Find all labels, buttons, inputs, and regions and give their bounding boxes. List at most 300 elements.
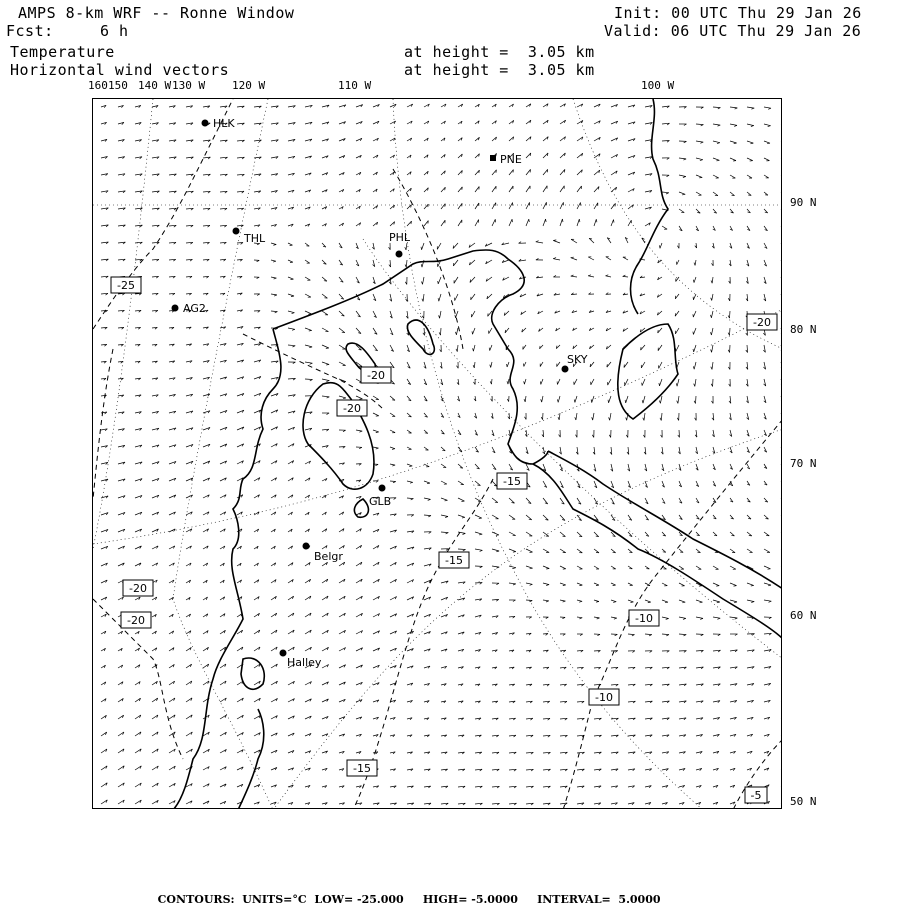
contour-label: -10	[595, 691, 613, 704]
wind-vector-head	[682, 194, 685, 195]
wind-vector	[577, 600, 582, 601]
wind-vector	[679, 583, 685, 586]
valid-time: Valid: 06 UTC Thu 29 Jan 26	[604, 22, 861, 40]
lower-coast	[238, 709, 264, 809]
lon-label-110w: 110 W	[338, 79, 371, 92]
contour-minus10	[563, 419, 782, 809]
wind-vector	[543, 202, 546, 209]
wind-vector-head	[683, 618, 686, 619]
wind-vector	[475, 515, 482, 518]
footer-low: LOW= -25.000	[314, 893, 403, 906]
wind-vector-head	[546, 219, 547, 222]
wind-vector	[764, 124, 771, 126]
wind-vector	[553, 259, 560, 260]
wind-vector	[679, 617, 686, 618]
wind-vector	[781, 666, 782, 668]
wind-vector	[543, 583, 549, 585]
wind-vector	[406, 260, 407, 267]
wind-vector-head	[781, 434, 782, 436]
wind-vector	[560, 566, 566, 569]
ice-rise	[407, 320, 434, 354]
contour-minus20-a	[93, 349, 113, 499]
wind-vector-head	[781, 350, 782, 352]
wind-vector-head	[609, 417, 610, 420]
wind-vector	[305, 328, 312, 330]
wind-vector	[271, 243, 276, 245]
wind-vector	[576, 413, 577, 420]
wind-vector-head	[750, 143, 753, 144]
wind-vector	[475, 549, 482, 550]
wind-vector-head	[557, 399, 558, 402]
wind-vector-head	[579, 219, 580, 222]
graticule	[93, 99, 782, 809]
wind-vector	[679, 634, 686, 635]
wind-vector	[542, 396, 543, 402]
wind-vector	[713, 175, 719, 178]
contour-label: -20	[129, 582, 147, 595]
wind-vector-head	[291, 296, 294, 297]
wind-vector	[730, 158, 736, 161]
wind-vector	[781, 717, 782, 719]
wind-vector-head	[309, 330, 312, 331]
wind-vector-head	[524, 399, 525, 402]
wind-vector-head	[782, 282, 783, 284]
wind-vector-head	[310, 363, 313, 364]
wind-vector-head	[309, 347, 312, 348]
height-temperature: at height = 3.05 km	[404, 43, 595, 61]
wind-vector-head	[781, 384, 782, 386]
wind-vector	[676, 345, 679, 351]
station-marker	[202, 120, 209, 127]
wind-vector	[271, 294, 277, 295]
map-canvas	[93, 99, 782, 809]
wind-vector	[712, 294, 713, 301]
wind-vector	[438, 277, 441, 284]
wind-vector-head	[711, 332, 712, 335]
wind-vector	[781, 633, 782, 634]
wind-vector	[693, 294, 696, 300]
wind-vector-head	[596, 219, 597, 222]
wind-vector	[781, 345, 782, 352]
wind-vector	[593, 413, 594, 420]
wind-vector	[558, 396, 560, 402]
wind-vector	[658, 345, 662, 351]
wind-vector-head	[376, 448, 379, 449]
wind-vector-head	[359, 431, 362, 432]
wind-vector	[677, 260, 679, 265]
wind-vector	[577, 617, 582, 618]
wind-vector	[356, 430, 362, 431]
wind-vector	[492, 379, 493, 384]
wind-vector-head	[422, 282, 423, 285]
wind-vector	[659, 362, 662, 368]
wind-vector	[730, 328, 731, 335]
wind-vector	[781, 192, 782, 195]
wind-vector-head	[613, 552, 616, 553]
wind-vector	[373, 413, 379, 416]
wind-vector-head	[613, 602, 616, 603]
station-marker	[562, 366, 569, 373]
wind-vector-head	[496, 551, 499, 552]
wind-vector	[713, 600, 720, 602]
wind-vector-head	[608, 400, 609, 403]
wind-vector	[781, 532, 782, 536]
wind-vector-head	[660, 245, 661, 248]
wind-vector	[781, 600, 782, 601]
wind-vector	[641, 362, 645, 368]
wind-vector-head	[571, 275, 574, 276]
wind-vector	[492, 498, 498, 503]
wind-vector	[441, 532, 448, 533]
wind-vector	[560, 549, 566, 553]
wind-vector	[288, 243, 293, 245]
wind-vector	[660, 379, 663, 386]
wind-vector	[781, 243, 782, 248]
wind-vector-head	[781, 367, 782, 369]
wind-vector-head	[711, 298, 712, 301]
wind-vector-head	[751, 602, 754, 603]
wind-vector	[441, 328, 442, 335]
wind-vector	[541, 379, 543, 384]
wind-vector	[473, 328, 476, 334]
wind-vector	[695, 379, 696, 386]
wind-vector	[626, 396, 628, 403]
wind-vector	[571, 276, 577, 277]
wind-vector	[594, 566, 599, 569]
contour-label: -5	[751, 789, 762, 802]
parallel-80n	[93, 309, 782, 544]
wind-vector	[781, 464, 782, 468]
wind-vector	[543, 600, 549, 601]
wind-vector-head	[768, 108, 771, 109]
wind-vector	[592, 396, 594, 403]
berkner-island	[303, 383, 374, 490]
wind-vector-head	[489, 348, 490, 351]
wind-vector	[730, 600, 737, 602]
wind-vector	[781, 700, 782, 702]
station-label-thl: THL	[243, 232, 266, 245]
wind-vector	[611, 220, 614, 226]
wind-vector-head	[751, 126, 754, 127]
wind-vector-head	[588, 275, 591, 276]
wind-vector	[288, 277, 294, 279]
wind-vector	[373, 430, 379, 432]
wind-vector-head	[536, 241, 539, 242]
wind-vector	[644, 413, 645, 420]
wind-vector	[390, 447, 395, 449]
wind-vector-head	[631, 602, 634, 603]
wind-vector	[747, 107, 754, 108]
wind-vector	[441, 481, 447, 484]
wind-vector-head	[513, 552, 516, 553]
wind-vector	[492, 186, 496, 192]
wind-vector	[524, 379, 526, 384]
wind-vector	[645, 600, 651, 602]
wind-vector	[781, 158, 782, 160]
wind-vector-head	[480, 550, 483, 551]
wind-vector-head	[530, 568, 533, 569]
wind-vector	[781, 683, 782, 685]
wind-vector	[526, 219, 529, 226]
wind-vector-head	[326, 364, 329, 365]
wind-vector	[764, 107, 771, 108]
wind-vector	[390, 481, 396, 482]
wind-vector-head	[453, 246, 454, 249]
wind-vector	[662, 600, 668, 602]
coast-small-bay	[354, 499, 368, 517]
wind-vector	[305, 311, 311, 314]
wind-vector-head	[571, 257, 574, 258]
halley-coast	[241, 658, 264, 689]
wind-vector	[677, 379, 679, 386]
wind-vector-head	[614, 618, 617, 619]
wind-vector	[543, 566, 549, 569]
wind-vector	[271, 311, 277, 312]
wind-vector	[781, 413, 782, 419]
wind-vector	[662, 226, 667, 229]
wind-vector	[679, 158, 686, 159]
wind-vector	[407, 498, 413, 499]
lon-label-150w: 150	[108, 79, 128, 92]
wind-vector	[509, 549, 516, 552]
wind-vector	[588, 276, 594, 277]
station-labels	[183, 117, 588, 669]
station-label-belgr: Belgr	[314, 550, 343, 563]
wind-vector	[475, 532, 482, 534]
wind-vector	[475, 187, 479, 193]
wind-vector	[694, 277, 696, 283]
wind-vector	[305, 294, 311, 297]
wind-vector	[747, 549, 753, 553]
wind-vector	[781, 175, 782, 178]
wind-vector	[456, 328, 458, 335]
wind-vector-head	[442, 450, 445, 451]
wind-vector	[781, 277, 782, 284]
wind-vector	[492, 549, 499, 551]
wind-vector-head	[292, 313, 295, 314]
wind-vector	[730, 141, 737, 143]
wind-vector	[458, 498, 464, 501]
wind-vector-head	[693, 366, 694, 369]
wind-vector-head	[455, 315, 456, 318]
wind-vector	[455, 294, 458, 301]
wind-vector-head	[666, 619, 669, 620]
wind-vector	[695, 260, 696, 265]
wind-vector-head	[274, 295, 277, 296]
wind-vector	[696, 158, 703, 160]
wind-vector	[390, 413, 395, 416]
wind-vector-head	[579, 585, 582, 586]
wind-vector	[781, 294, 782, 301]
wind-vector	[559, 413, 560, 420]
wind-vector	[662, 634, 669, 635]
wind-vector	[456, 311, 459, 318]
wind-vector-head	[513, 568, 516, 569]
wind-vector	[560, 186, 564, 192]
wind-vector-head	[711, 315, 712, 318]
wind-vector-head	[438, 281, 439, 284]
wind-vector-head	[579, 601, 582, 602]
wind-vector	[509, 219, 512, 226]
wind-vector	[711, 328, 713, 335]
wind-vector	[679, 566, 684, 569]
station-marker	[379, 485, 386, 492]
wind-vector-head	[472, 331, 473, 334]
wind-vector-head	[769, 601, 772, 602]
wind-vector	[781, 515, 782, 519]
wind-vector-head	[496, 170, 497, 173]
wind-vector-head	[597, 618, 600, 619]
wind-vector-head	[547, 169, 548, 172]
wind-vector	[543, 549, 549, 552]
wind-vector	[508, 379, 509, 384]
footer-units: UNITS=°C	[242, 893, 306, 906]
contour-label: -15	[445, 554, 463, 567]
forecast-value: 6 h	[100, 22, 129, 40]
wind-vector	[730, 311, 731, 318]
wind-vector	[490, 345, 492, 351]
wind-vector	[611, 583, 616, 585]
wind-vector	[781, 801, 782, 804]
wind-vector	[454, 277, 458, 283]
wind-vector-head	[473, 348, 474, 351]
station-label-halley: Halley	[287, 656, 322, 669]
wind-vector	[764, 600, 771, 601]
wind-vector-head	[682, 602, 685, 603]
wind-vector	[560, 600, 565, 601]
lat-label-90n: 90 N	[790, 196, 817, 209]
wind-vector-head	[273, 261, 276, 262]
wind-vector-head	[392, 465, 395, 466]
wind-vector-head	[693, 332, 694, 335]
wind-vector	[628, 583, 633, 585]
map-panel[interactable]	[92, 98, 782, 809]
station-marker	[233, 228, 240, 235]
wind-vector	[606, 276, 612, 277]
wind-vector	[560, 219, 562, 226]
wind-vector	[781, 481, 782, 485]
wind-vector	[713, 124, 720, 125]
wind-vector	[694, 362, 696, 369]
ronne-west-coast	[173, 329, 281, 809]
wind-vector-head	[456, 332, 457, 335]
wind-vector	[536, 242, 543, 243]
wind-vector-head	[683, 177, 686, 178]
wind-vector	[390, 430, 395, 433]
wind-vector	[594, 203, 598, 209]
wind-vector-head	[700, 602, 703, 603]
plot-title: AMPS 8-km WRF -- Ronne Window	[18, 4, 294, 22]
wind-vector	[492, 532, 499, 535]
wind-vector	[781, 226, 782, 231]
wind-vector	[423, 277, 425, 284]
wind-vector	[781, 784, 782, 787]
wind-vector-head	[781, 316, 782, 318]
wind-vector	[458, 515, 465, 517]
wind-vector-head	[438, 298, 439, 301]
wind-vector	[509, 583, 516, 584]
wind-vector-head	[699, 177, 702, 178]
wind-vector-head	[324, 281, 327, 282]
wind-vector-head	[596, 602, 599, 603]
wind-vector	[693, 328, 696, 335]
wind-vector	[675, 328, 679, 334]
wind-vector	[577, 549, 582, 553]
wind-vector-head	[734, 143, 737, 144]
wind-vector-head	[507, 364, 508, 367]
wind-vector	[305, 260, 310, 263]
wind-vector-head	[564, 169, 565, 172]
wind-vector-head	[734, 602, 737, 603]
wind-vector	[441, 515, 448, 517]
footer-interval: INTERVAL= 5.0000	[537, 893, 660, 906]
wind-vector-head	[575, 417, 576, 420]
wind-vector	[322, 379, 329, 381]
wind-vector	[712, 362, 713, 369]
wind-vector-head	[392, 400, 395, 401]
wind-vector	[507, 362, 509, 367]
contour-minus25	[93, 99, 233, 329]
contour-label: -25	[117, 279, 135, 292]
wind-vector-head	[734, 586, 737, 587]
wind-vector-head	[718, 125, 721, 126]
contour-label: -20	[753, 316, 771, 329]
wind-vector	[693, 311, 696, 317]
contour-label: -20	[343, 402, 361, 415]
wind-vector	[696, 175, 702, 177]
wind-vector-head	[490, 365, 491, 368]
contour-label: -20	[367, 369, 385, 382]
wind-vector	[696, 192, 701, 195]
wind-vector	[475, 203, 479, 209]
wind-vector	[588, 257, 594, 260]
wind-vector-head	[376, 432, 379, 433]
wind-vector-head	[359, 350, 362, 351]
wind-vector	[577, 186, 582, 192]
wind-vector	[373, 447, 379, 448]
station-markers	[172, 120, 569, 657]
wind-vector	[781, 260, 782, 266]
wind-vector	[356, 396, 362, 399]
wind-vector	[524, 362, 526, 367]
wind-vector-head	[562, 219, 563, 222]
wind-vector-head	[292, 329, 295, 330]
wind-vector	[509, 515, 515, 519]
wind-vector	[660, 396, 662, 403]
wind-vector-head	[693, 280, 694, 283]
wind-vector-head	[658, 330, 659, 333]
wind-vector	[781, 768, 782, 770]
wind-vector-head	[409, 466, 412, 467]
wind-vector	[407, 464, 412, 466]
wind-vector	[458, 481, 464, 485]
wind-vector	[696, 124, 703, 125]
wind-vector	[406, 243, 407, 250]
wind-vector	[271, 260, 276, 261]
wind-vector-head	[606, 275, 609, 276]
wind-vector	[407, 447, 412, 449]
footer-high: HIGH= -5.0000	[423, 893, 518, 906]
wind-vector	[440, 311, 441, 318]
wind-vector	[747, 583, 754, 585]
wind-vector	[540, 362, 543, 367]
wind-vector	[424, 481, 430, 483]
wind-vector	[764, 583, 771, 585]
wind-vector-head	[563, 585, 566, 586]
contour-label: -10	[635, 612, 653, 625]
wind-vector	[492, 203, 496, 209]
wind-vector-head	[648, 602, 651, 603]
